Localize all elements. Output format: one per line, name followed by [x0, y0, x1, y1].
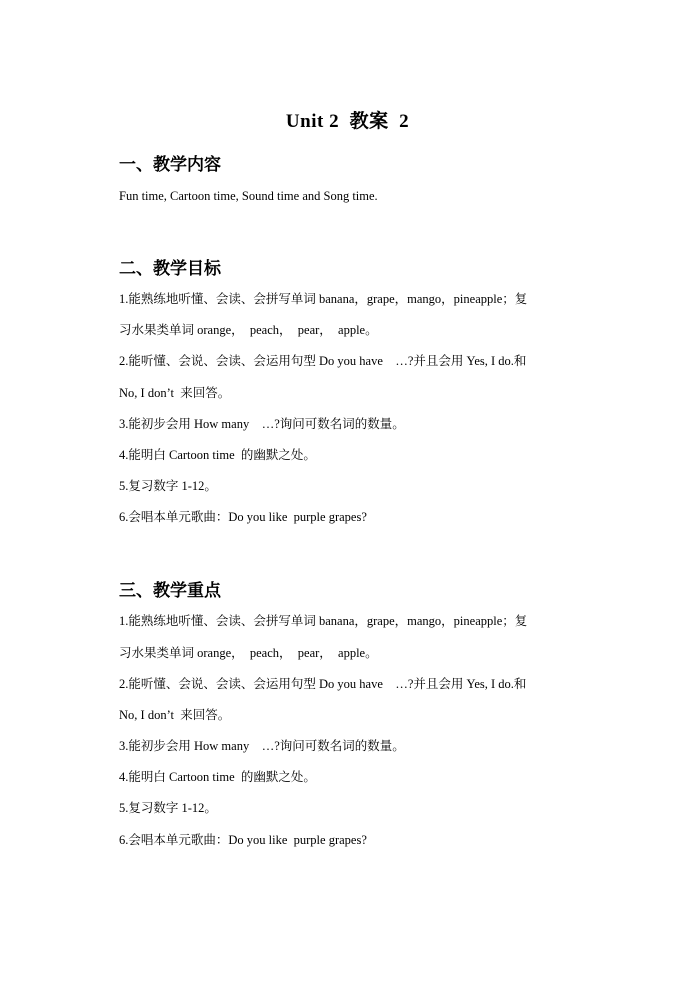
key-points-line: 6.会唱本单元歌曲：Do you like purple grapes? — [119, 833, 367, 847]
key-points-line: 5.复习数字 1-12。 — [119, 801, 217, 815]
section-heading-objectives: 二、教学目标 — [119, 259, 221, 278]
document-title: Unit 2 教案 2 — [285, 111, 410, 132]
key-points-line: 习水果类单词 orange， peach， pear， apple。 — [119, 646, 378, 660]
objectives-line: 习水果类单词 orange， peach， pear， apple。 — [119, 323, 378, 337]
objectives-line: 2.能听懂、会说、会读、会运用句型 Do you have …?并且会用 Yes, I do.和 — [119, 354, 527, 368]
section-content-line: Fun time, Cartoon time, Sound time and Song time. — [119, 189, 378, 203]
objectives-line: 5.复习数字 1-12。 — [119, 479, 217, 493]
key-points-line: 3.能初步会用 How many …?询问可数名词的数量。 — [119, 739, 405, 753]
section-heading-content: 一、教学内容 — [119, 155, 221, 174]
section-heading-key-points: 三、教学重点 — [119, 581, 221, 600]
key-points-line: No, I don’t 来回答。 — [119, 708, 231, 722]
key-points-line: 2.能听懂、会说、会读、会运用句型 Do you have …?并且会用 Yes, I do.和 — [119, 677, 527, 691]
objectives-line: 3.能初步会用 How many …?询问可数名词的数量。 — [119, 417, 405, 431]
key-points-line: 1.能熟练地听懂、会读、会拼写单词 banana，grape，mango，pineapple；复 — [119, 614, 528, 628]
objectives-line: 1.能熟练地听懂、会读、会拼写单词 banana，grape，mango，pineapple；复 — [119, 292, 528, 306]
objectives-line: 6.会唱本单元歌曲：Do you like purple grapes? — [119, 510, 367, 524]
key-points-line: 4.能明白 Cartoon time 的幽默之处。 — [119, 770, 316, 784]
objectives-line: 4.能明白 Cartoon time 的幽默之处。 — [119, 448, 316, 462]
objectives-line: No, I don’t 来回答。 — [119, 386, 231, 400]
